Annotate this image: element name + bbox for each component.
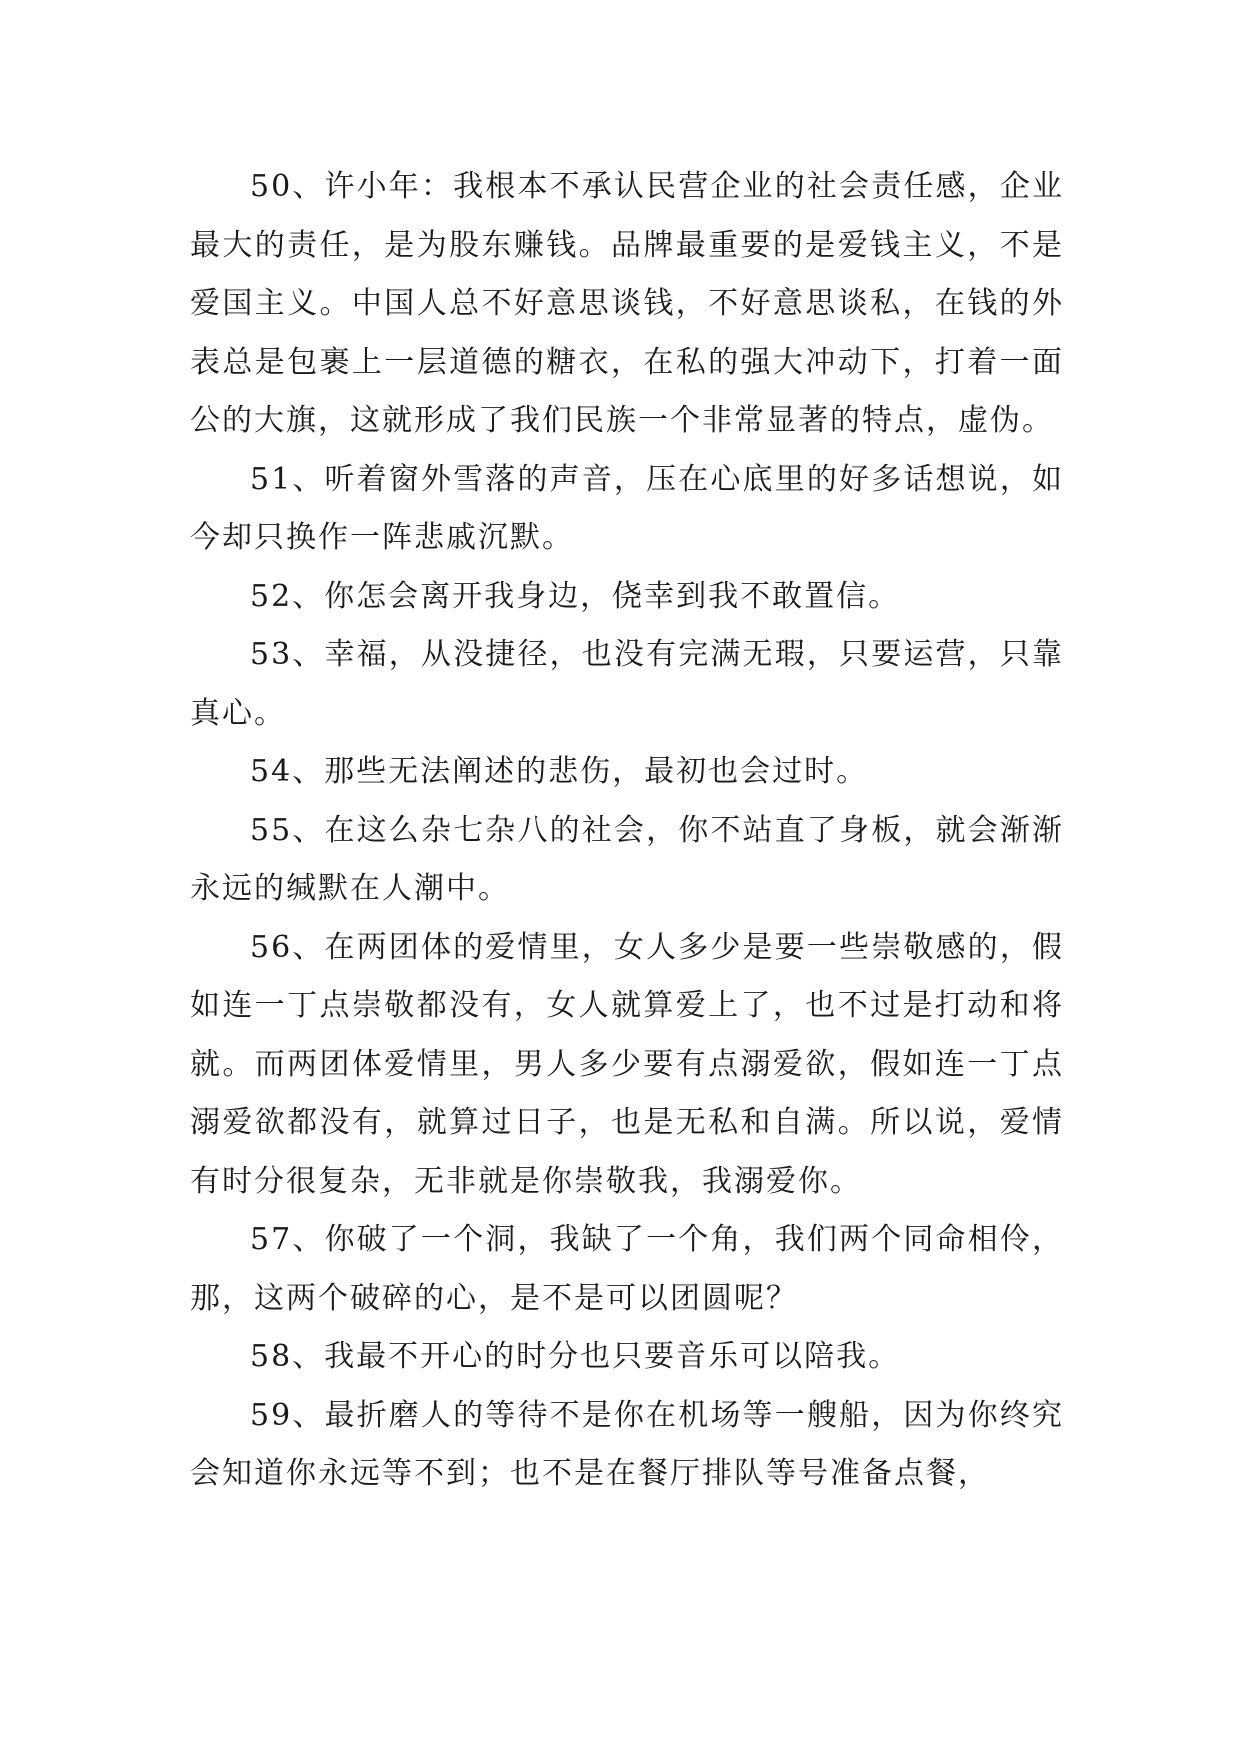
paragraph-58: 58、我最不开心的时分也只要音乐可以陪我。 <box>250 1339 901 1374</box>
paragraph-54: 54、那些无法阐述的悲伤，最初也会过时。 <box>250 754 869 789</box>
paragraph-57: 57、你破了一个洞，我缺了一个角，我们两个同命相伶，那，这两个破碎的心，是不是可以团圆呢？ <box>190 1222 1064 1316</box>
paragraph-55: 55、在这么杂七杂八的社会，你不站直了身板，就会渐渐永远的缄默在人潮中。 <box>190 812 1064 906</box>
paragraph-52: 52、你怎会离开我身边，侥幸到我不敢置信。 <box>250 578 901 614</box>
paragraph-51: 51、听着窗外雪落的声音，压在心底里的好多话想说，如今却只换作一阵悲戚沉默。 <box>190 461 1064 555</box>
paragraph-56: 56、在两团体的爱情里，女人多少是要一些崇敬感的，假如连一丁点崇敬都没有，女人就算爱上了，也不过是打动和将就。而两团体爱情里，男人多少要有点溺爱欲，假如连一丁点溺爱欲都没有，就算过日子，也是无私和自满。所以说，爱情有时分很复杂，无非就是你崇敬我，我溺爱你。 <box>190 929 1064 1199</box>
paragraph-50: 50、许小年：我根本不承认民营企业的社会责任感，企业最大的责任，是为股东赚钱。品牌最重要的是爱钱主义，不是爱国主义。中国人总不好意思谈钱，不好意思谈私，在钱的外表总是包裹上一层道德的糖衣，在私的强大冲动下，打着一面公的大旗，这就形成了我们民族一个非常显著的特点，虚伪。 <box>190 169 1064 438</box>
document-body <box>190 158 1064 1504</box>
paragraph-53: 53、幸福，从没捷径，也没有完满无瑕，只要运营，只靠真心。 <box>190 637 1064 731</box>
paragraph-59: 59、最折磨人的等待不是你在机场等一艘船，因为你终究会知道你永远等不到；也不是在餐厅排队等号准备点餐， <box>190 1397 1064 1491</box>
